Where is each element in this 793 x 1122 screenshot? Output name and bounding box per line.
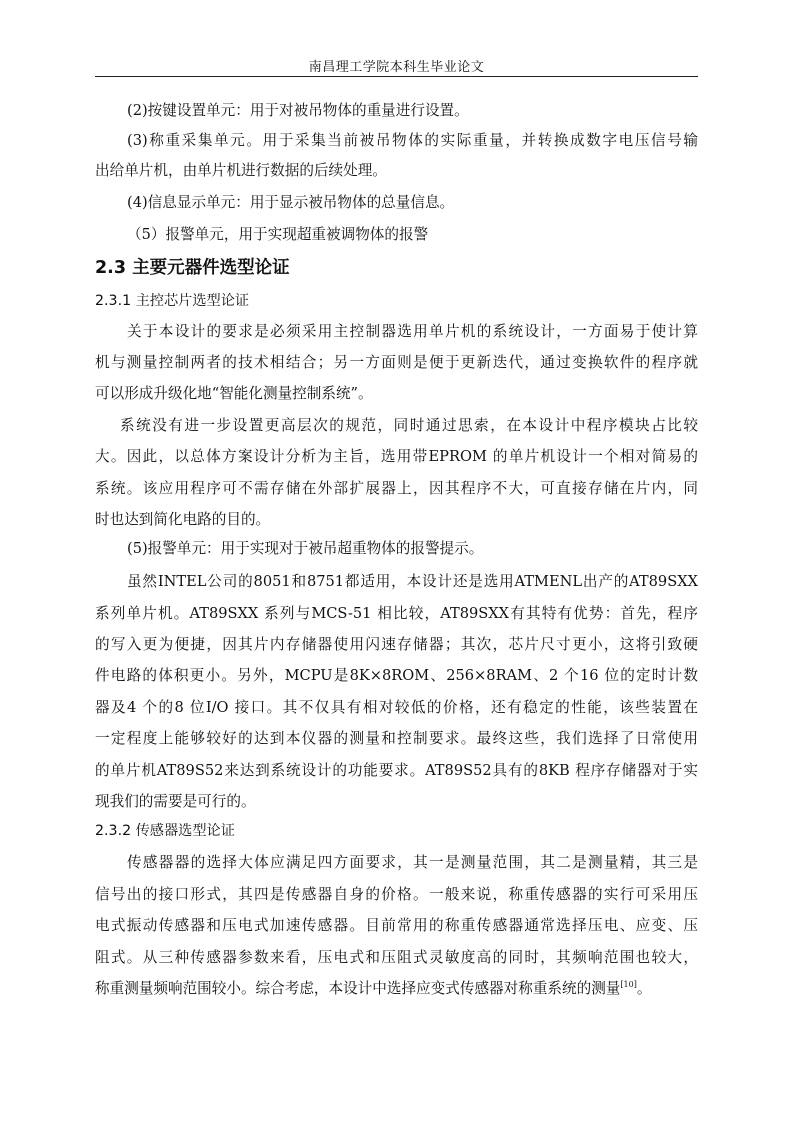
- header-divider: [95, 76, 698, 77]
- paragraph-line: 大。因此，以总体方案设计分析为主旨，选用带EPROM 的单片机设计一个相对简易的: [95, 448, 698, 465]
- page-header: 南昌理工学院本科生毕业论文: [308, 60, 485, 75]
- paragraph-line: 可以形成升级化地“智能化测量控制系统”。: [95, 385, 373, 402]
- paragraph-line: 传感器器的选择大体应满足四方面要求，其一是测量范围，其二是测量精，其三是: [127, 854, 698, 871]
- paragraph-line: 虽然INTEL公司的8051和8751都适用，本设计还是选用ATMENL出产的AT89SXX: [127, 573, 698, 590]
- paragraph-line: 系统。该应用程序可不需存储在外部扩展器上，因其程序不大，可直接存储在片内，同: [95, 480, 698, 497]
- citation-ref: [10]: [620, 980, 637, 989]
- paragraph-line: 电式振动传感器和压电式加速传感器。目前常用的称重传感器通常选择压电、应变、压: [95, 917, 698, 934]
- paragraph-line: (4)信息显示单元：用于显示被吊物体的总量信息。: [127, 194, 455, 211]
- paragraph-line: 器及4 个的8 位I/O 接口。其不仅具有相对较低的价格，还有稳定的性能，该些装置在: [95, 699, 698, 716]
- paragraph-end: 。: [636, 980, 652, 997]
- paragraph-line: 阻式。从三种传感器参数来看，压电式和压阻式灵敏度高的同时，其频响范围也较大，: [95, 949, 698, 966]
- paragraph-line: 的单片机AT89S52来达到系统设计的功能要求。AT89S52具有的8KB 程序存储器对于实: [95, 762, 698, 779]
- paragraph-line: 系列单片机。AT89SXX 系列与MCS-51 相比较，AT89SXX有其特有优势：首先，程序: [95, 605, 698, 622]
- paragraph-line: 的写入更为便捷，因其片内存储器使用闪速存储器；其次，芯片尺寸更小，这将引致硬: [95, 636, 698, 653]
- paragraph-line: 机与测量控制两者的技术相结合；另一方面则是便于更新迭代，通过变换软件的程序就: [95, 354, 698, 371]
- section-heading: 2.3 主要元器件选型论证: [95, 258, 290, 278]
- paragraph-line: (2)按键设置单元：用于对被吊物体的重量进行设置。: [127, 102, 469, 119]
- subsection-heading: 2.3.2 传感器选型论证: [95, 823, 235, 839]
- paragraph-line: (3)称重采集单元。用于采集当前被吊物体的实际重量，并转换成数字电压信号输: [127, 132, 698, 149]
- paragraph-line: 出给单片机，由单片机进行数据的后续处理。: [95, 162, 387, 179]
- paragraph-line: 件电路的体积更小。另外，MCPU是8K×8ROM、256×8RAM、2 个16 位的定时计数: [95, 667, 698, 684]
- paragraph-line: 系统没有进一步设置更高层次的规范，同时通过思索，在本设计中程序模块占比较: [120, 417, 698, 434]
- paragraph-line: 关于本设计的要求是必须采用主控制器选用单片机的系统设计，一方面易于使计算: [127, 323, 698, 340]
- subsection-heading: 2.3.1 主控芯片选型论证: [95, 293, 250, 309]
- paragraph-line: 信号出的接口形式，其四是传感器自身的价格。一般来说，称重传感器的实行可采用压: [95, 886, 698, 903]
- paragraph-line: (5)报警单元：用于实现对于被吊超重物体的报警提示。: [127, 540, 484, 557]
- paragraph-text: 称重测量频响范围较小。综合考虑，本设计中选择应变式传感器对称重系统的测量: [95, 980, 621, 997]
- paragraph-line: 时也达到简化电路的目的。: [95, 511, 271, 528]
- paragraph-line: （5）报警单元，用于实现超重被调物体的报警: [127, 226, 429, 243]
- paragraph-line: 一定程度上能够较好的达到本仪器的测量和控制要求。最终这些，我们选择了日常使用: [95, 730, 698, 747]
- paragraph-line: 现我们的需要是可行的。: [95, 793, 256, 810]
- paragraph-line: [95, 981, 698, 997]
